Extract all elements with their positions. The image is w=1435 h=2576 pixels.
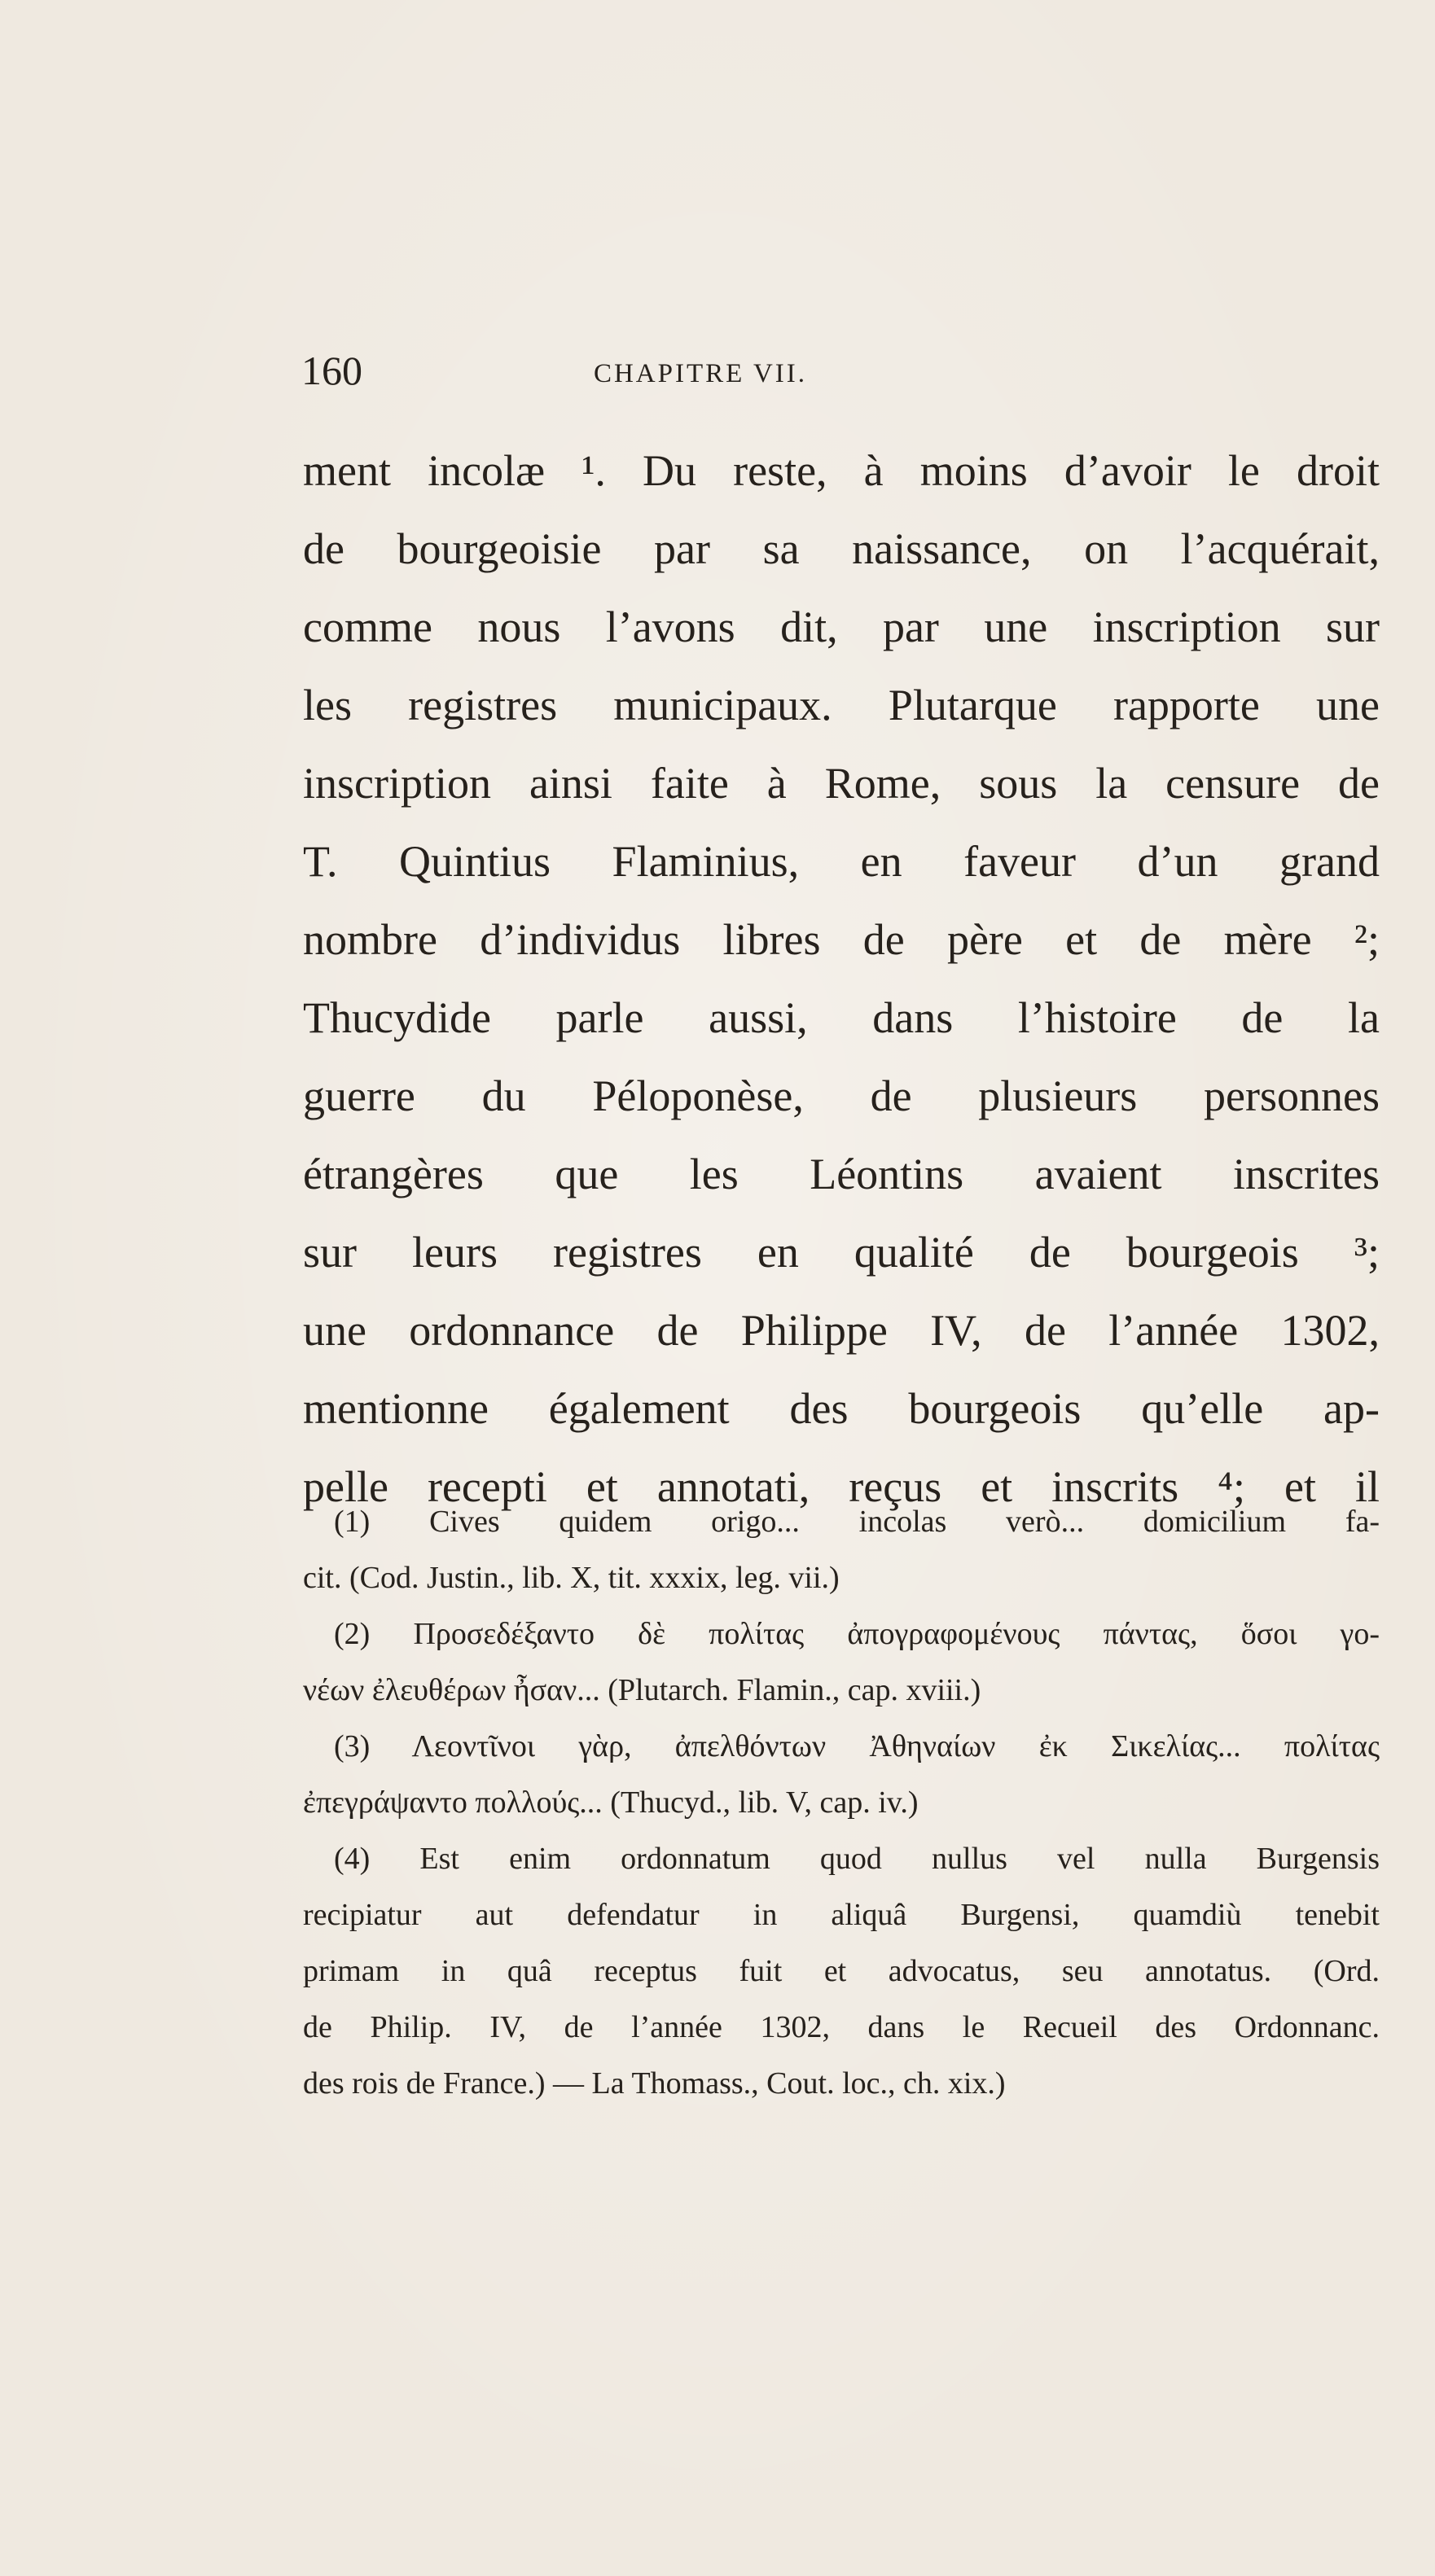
text-line: guerre du Péloponèse, de plusieurs personnes [303,1071,1380,1120]
footnote-line: ἐπεγράψαντο πολλούς... (Thucyd., lib. V, cap. iv.) [303,1785,919,1820]
footnote-line: (2) Προσεδέξαντο δὲ πολίτας ἀπογραφομένους πάντας, ὅσοι γο- [334,1617,1380,1651]
footnote-line: des rois de France.) — La Thomass., Cout. loc., ch. xix.) [303,2066,1006,2101]
page-header [301,346,1018,395]
text-line: une ordonnance de Philippe IV, de l’année 1302, [303,1306,1380,1355]
text-line: T. Quintius Flaminius, en faveur d’un grand [303,837,1380,886]
main-text [303,432,1380,1526]
footnote-line: cit. (Cod. Justin., lib. X, tit. xxxix, leg. vii.) [303,1561,840,1595]
footnotes [303,1494,1380,2112]
text-line: nombre d’individus libres de père et de mère ²; [303,915,1380,964]
footnote-line: (1) Cives quidem origo... incolas verò... domicilium fa- [334,1505,1380,1539]
footnote-line: (4) Est enim ordonnatum quod nullus vel nulla Burgensis [334,1842,1380,1876]
footnote-line: νέων ἐλευθέρων ἦσαν... (Plutarch. Flamin., cap. xviii.) [303,1673,981,1707]
footnote-line: (3) Λεοντῖνοι γὰρ, ἀπελθόντων Ἀθηναίων ἐκ Σικελίας... πολίτας [334,1729,1380,1763]
text-line: sur leurs registres en qualité de bourgeois ³; [303,1228,1380,1277]
text-line: pelle recepti et annotati, reçus et inscrits ⁴; et il [303,1462,1380,1511]
text-line: les registres municipaux. Plutarque rapporte une [303,681,1380,729]
footnote-line: de Philip. IV, de l’année 1302, dans le Recueil des Ordonnanc. [303,2010,1380,2044]
text-line: de bourgeoisie par sa naissance, on l’acquérait, [303,524,1380,573]
running-title: CHAPITRE VII. [593,359,808,388]
text-line: mentionne également des bourgeois qu’elle ap- [303,1384,1380,1433]
footnote-line: recipiatur aut defendatur in aliquâ Burgensi, quamdiù tenebit [303,1898,1380,1932]
text-line: Thucydide parle aussi, dans l’histoire de la [303,993,1380,1042]
footnote-line: primam in quâ receptus fuit et advocatus, seu annotatus. (Ord. [303,1954,1380,1988]
page-number: 160 [301,348,362,393]
text-line: comme nous l’avons dit, par une inscription sur [303,602,1380,651]
text-line: inscription ainsi faite à Rome, sous la censure de [303,759,1380,808]
text-line: ment incolæ ¹. Du reste, à moins d’avoir le droit [303,446,1380,495]
text-line: étrangères que les Léontins avaient inscrites [303,1150,1380,1198]
